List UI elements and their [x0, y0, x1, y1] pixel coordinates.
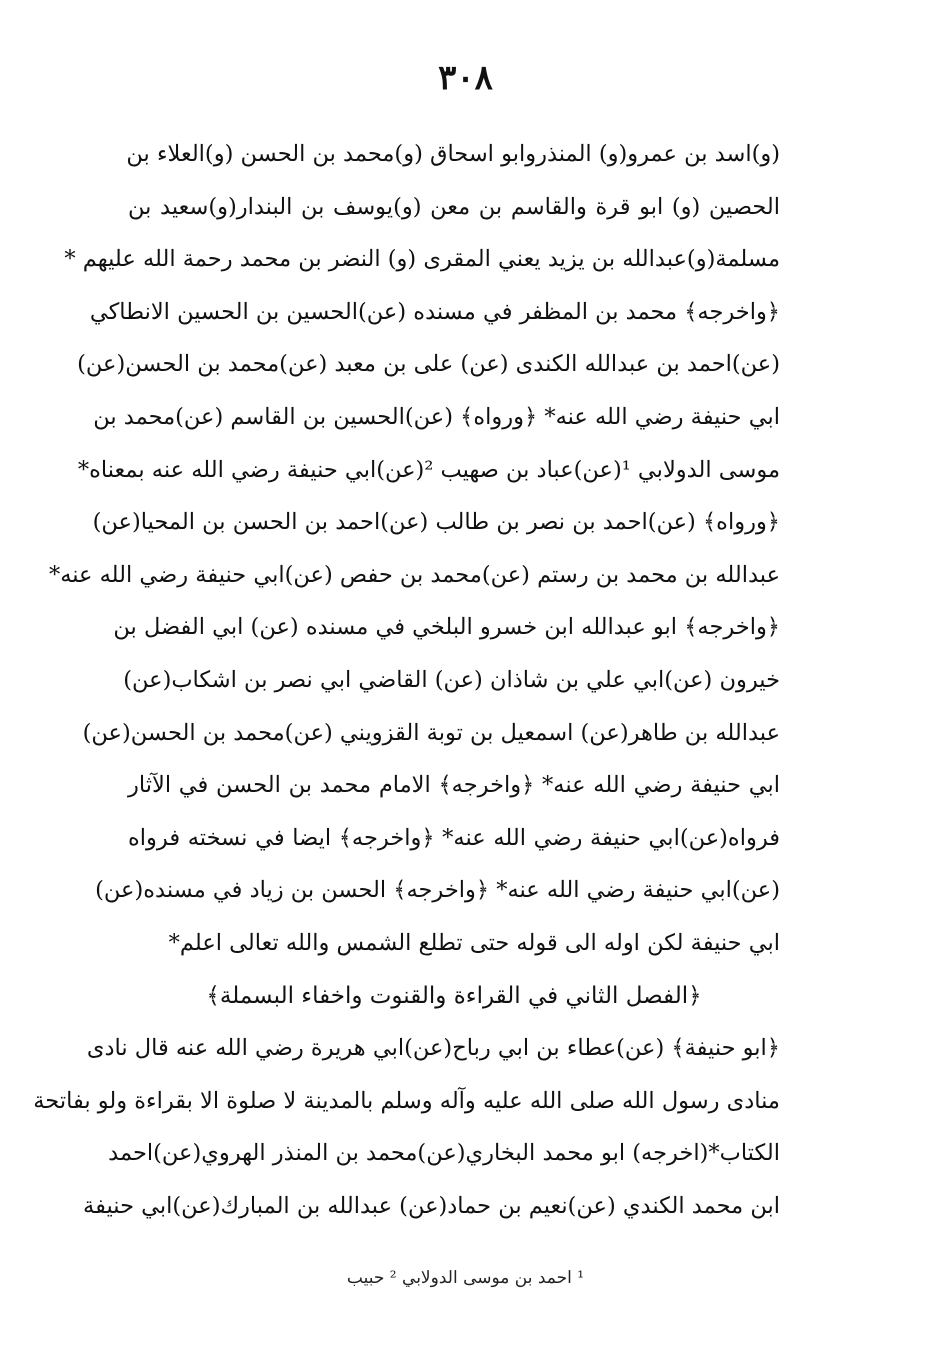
text-line: ﴿ابو حنيفة﴾ (عن)عطاء بن ابي رباح(عن)ابي هريرة رضي الله عنه قال نادى	[86, 1035, 780, 1062]
text-line: ابي حنيفة لكن اوله الى قوله حتى تطلع الشمس والله تعالى اعلم*	[168, 929, 780, 956]
text-line: الحصين (و) ابو قرة والقاسم بن معن (و)يوسف بن البندار(و)سعيد بن	[128, 193, 780, 220]
text-line: خيرون (عن)ابي علي بن شاذان (عن) القاضي ابي نصر بن اشكاب(عن)	[123, 666, 780, 693]
text-line: فرواه(عن)ابي حنيفة رضي الله عنه* ﴿واخرجه﴾ ايضا في نسخته فرواه	[128, 824, 781, 851]
text-line: (عن)ابي حنيفة رضي الله عنه* ﴿واخرجه﴾ الحسن بن زياد في مسنده(عن)	[95, 877, 780, 904]
text-line: عبدالله بن طاهر(عن) اسمعيل بن توبة القزويني (عن)محمد بن الحسن(عن)	[82, 719, 780, 746]
text-line: ﴿واخرجه﴾ محمد بن المظفر في مسنده (عن)الحسين بن الحسين الانطاكي	[89, 298, 780, 325]
text-line: ﴿ورواه﴾ (عن)احمد بن نصر بن طالب (عن)احمد بن الحسن بن المحيا(عن)	[92, 509, 780, 536]
text-line: ابي حنيفة رضي الله عنه* ﴿ورواه﴾ (عن)الحسين بن القاسم (عن)محمد بن	[93, 403, 780, 430]
text-line: موسى الدولابي ¹(عن)عباد بن صهيب ²(عن)ابي حنيفة رضي الله عنه بمعناه*	[77, 456, 780, 483]
text-line: ﴿واخرجه﴾ ابو عبدالله ابن خسرو البلخي في مسنده (عن) ابي الفضل بن	[113, 614, 780, 641]
text-line: (و)اسد بن عمرو(و) المنذروابو اسحاق (و)محمد بن الحسن (و)العلاء بن	[126, 141, 780, 167]
section-heading: ﴿الفصل الثاني في القراءة والقنوت واخفاء البسملة﴾	[206, 982, 702, 1009]
body-text	[33, 128, 781, 1232]
text-line: (عن)احمد بن عبدالله الكندى (عن) على بن معبد (عن)محمد بن الحسن(عن)	[77, 351, 780, 378]
text-line: مسلمة(و)عبدالله بن يزيد يعني المقرى (و) النضر بن محمد رحمة الله عليهم *	[64, 246, 780, 273]
page-number: ٣٠٨	[438, 58, 493, 98]
text-line: ابي حنيفة رضي الله عنه* ﴿واخرجه﴾ الامام محمد بن الحسن في الآثار	[128, 772, 780, 799]
text-line: عبدالله بن محمد بن رستم (عن)محمد بن حفص (عن)ابي حنيفة رضي الله عنه*	[48, 561, 780, 588]
text-line: ابن محمد الكندي (عن)نعيم بن حماد(عن) عبدالله بن المبارك(عن)ابي حنيفة	[83, 1192, 780, 1219]
text-line: منادى رسول الله صلى الله عليه وآله وسلم بالمدينة لا صلوة الا بقراءة ولو بفاتحة	[33, 1087, 780, 1114]
text-line: الكتاب*(اخرجه) ابو محمد البخاري(عن)محمد بن المنذر الهروي(عن)احمد	[108, 1140, 780, 1167]
footnote: ¹ احمد بن موسى الدولابي ² حبيب	[346, 1268, 585, 1288]
